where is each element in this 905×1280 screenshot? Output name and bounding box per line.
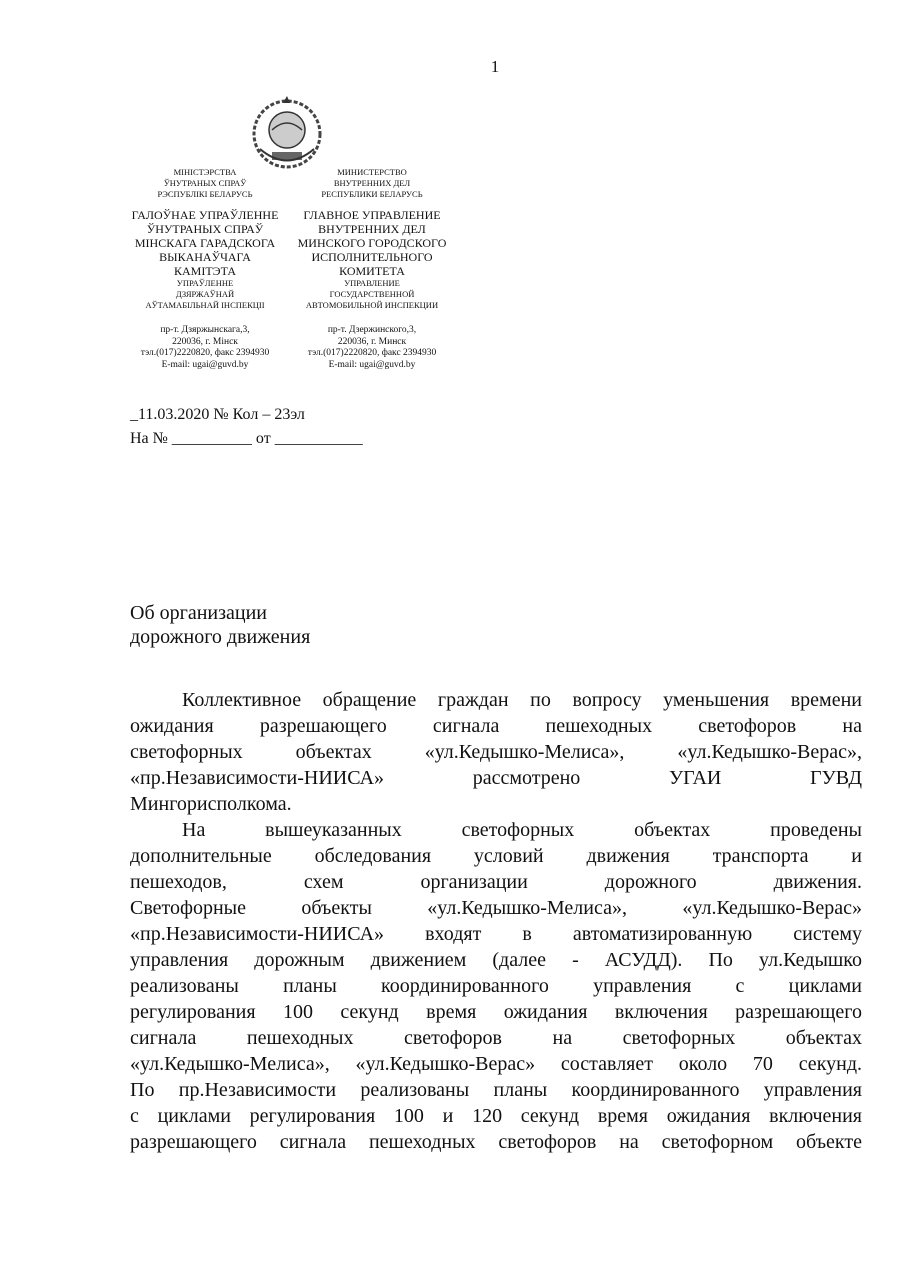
letterhead-department-line: ВНУТРЕННИХ ДЕЛ bbox=[318, 222, 426, 236]
letterhead-department-line: ГЛАВНОЕ УПРАВЛЕНИЕ bbox=[303, 208, 441, 222]
text-line: пешеходов, схем организации дорожного движения. bbox=[130, 871, 862, 893]
text-line: с циклами регулирования 100 и 120 секунд время ожидания включения bbox=[130, 1105, 862, 1127]
letterhead-ministry-line: РЭСПУБЛІКІ БЕЛАРУСЬ bbox=[157, 189, 253, 199]
letterhead-address-line: E-mail: ugai@guvd.by bbox=[161, 359, 249, 370]
subject-line: Об организации bbox=[130, 602, 267, 624]
text-line: Светофорные объекты «ул.Кедышко-Мелиса», «ул.Кедышко-Верас» bbox=[130, 897, 862, 919]
text-line: На вышеуказанных светофорных объектах проведены bbox=[182, 819, 862, 841]
text-line: Мингорисполкома. bbox=[130, 793, 292, 815]
text-line: разрешающего сигнала пешеходных светофоров на светофорном объекте bbox=[130, 1131, 862, 1153]
text-line: дополнительные обследования условий движения транспорта и bbox=[130, 845, 862, 867]
letterhead-ministry-line: МИНИСТЕРСТВО bbox=[337, 167, 407, 177]
text-line: По пр.Независимости реализованы планы координированного управления bbox=[130, 1079, 862, 1101]
letterhead-ministry-line: ЎНУТРАНЫХ СПРАЎ bbox=[163, 178, 247, 188]
letterhead-address-line: E-mail: ugai@guvd.by bbox=[328, 359, 416, 370]
state-emblem-icon bbox=[250, 94, 324, 170]
letterhead-left bbox=[115, 167, 295, 371]
text-line: светофорных объектах «ул.Кедышко-Мелиса», «ул.Кедышко-Верас», bbox=[130, 741, 862, 763]
letterhead-department-line: МИНСКОГО ГОРОДСКОГО bbox=[297, 236, 447, 250]
letterhead-division-line: АВТОМОБИЛЬНОЙ ИНСПЕКЦИИ bbox=[305, 300, 439, 310]
letterhead-division-line: ГОСУДАРСТВЕННОЙ bbox=[329, 289, 415, 299]
letter-body bbox=[130, 687, 862, 1155]
text-line: «ул.Кедышко-Мелиса», «ул.Кедышко-Верас» составляет около 70 секунд. bbox=[130, 1053, 862, 1075]
letterhead-department-line: МІНСКАГА ГАРАДСКОГА bbox=[134, 236, 276, 250]
letterhead-address-line: 220036, г. Мінск bbox=[172, 336, 238, 347]
letterhead-address-line: пр-т. Дзяржынскага,3, bbox=[160, 325, 250, 335]
letterhead-ministry-line: ВНУТРЕННИХ ДЕЛ bbox=[333, 178, 411, 188]
paragraph bbox=[130, 817, 862, 1155]
letterhead-department-line: КАМІТЭТА bbox=[174, 264, 236, 278]
letterhead-ministry-line: МІНІСТЭРСТВА bbox=[173, 167, 237, 177]
text-line: сигнала пешеходных светофоров на светофорных объектах bbox=[130, 1027, 862, 1049]
outgoing-number: _11.03.2020 № Кол – 23эл bbox=[130, 406, 305, 423]
text-line: Коллективное обращение граждан по вопросу уменьшения времени bbox=[182, 689, 862, 711]
letterhead-department-line: ГАЛОЎНАЕ УПРАЎЛЕННЕ bbox=[131, 208, 279, 222]
letterhead-division-line: АЎТАМАБІЛЬНАЙ ІНСПЕКЦІІ bbox=[145, 300, 265, 310]
letterhead-address-line: 220036, г. Минск bbox=[337, 336, 407, 347]
text-line: реализованы планы координированного управления с циклами bbox=[130, 975, 862, 997]
letterhead-division-line: УПРАВЛЕНИЕ bbox=[344, 278, 400, 288]
reference-number: На № __________ от ___________ bbox=[130, 430, 363, 447]
letterhead-department-line: ЎНУТРАНЫХ СПРАЎ bbox=[146, 222, 264, 236]
letterhead-right bbox=[282, 167, 462, 371]
text-line: управления дорожным движением (далее - АСУДД). По ул.Кедышко bbox=[130, 949, 862, 971]
registration-block bbox=[130, 403, 363, 451]
letterhead-division-line: УПРАЎЛЕННЕ bbox=[176, 278, 234, 288]
letterhead-department-line: КОМИТЕТА bbox=[339, 264, 405, 278]
letterhead-department-line: ИСПОЛНИТЕЛЬНОГО bbox=[311, 250, 433, 264]
letterhead-address-line: пр-т. Дзержинского,3, bbox=[327, 325, 417, 335]
letterhead-address-line: тэл.(017)2220820, факс 2394930 bbox=[140, 348, 270, 358]
page-number: 1 bbox=[490, 57, 500, 76]
text-line: «пр.Независимости-НИИСА» рассмотрено УГАИ ГУВД bbox=[130, 767, 862, 789]
subject-heading bbox=[130, 601, 310, 649]
letterhead-department-line: ВЫКАНАЎЧАГА bbox=[159, 250, 251, 264]
letterhead-ministry-line: РЕСПУБЛИКИ БЕЛАРУСЬ bbox=[321, 189, 423, 199]
text-line: регулирования 100 секунд время ожидания включения разрешающего bbox=[130, 1001, 862, 1023]
letterhead-address-line: тэл.(017)2220820, факс 2394930 bbox=[307, 348, 437, 358]
subject-line: дорожного движения bbox=[130, 626, 311, 648]
paragraph bbox=[130, 687, 862, 817]
text-line: «пр.Независимости-НИИСА» входят в автоматизированную систему bbox=[130, 923, 862, 945]
text-line: ожидания разрешающего сигнала пешеходных светофоров на bbox=[130, 715, 862, 737]
letterhead-division-line: ДЗЯРЖАЎНАЙ bbox=[175, 289, 235, 299]
